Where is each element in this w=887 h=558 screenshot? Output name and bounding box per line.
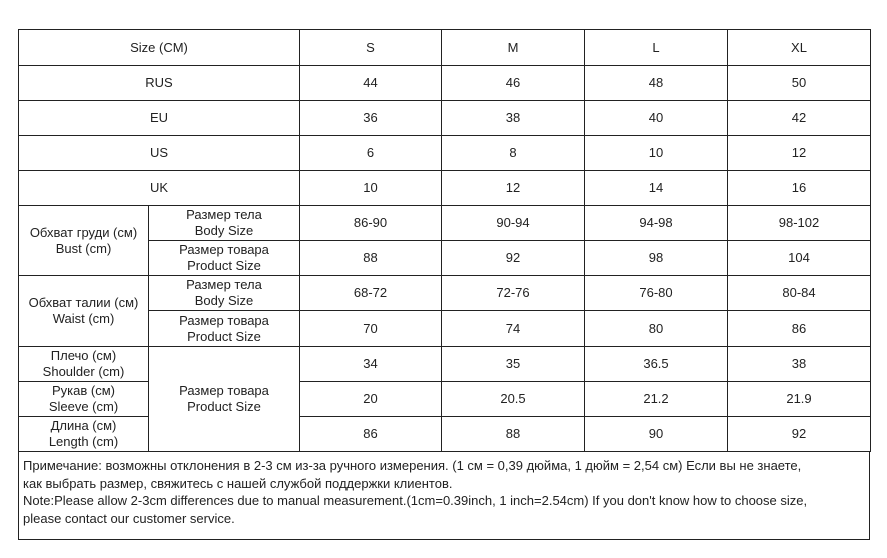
table-cell: 88 <box>300 241 442 276</box>
bust-label <box>19 206 149 276</box>
table-cell: 42 <box>728 101 871 136</box>
table-cell: 48 <box>585 66 728 101</box>
table-cell: 90 <box>585 417 728 452</box>
table-cell: 80-84 <box>728 276 871 311</box>
body-size-label-en: Body Size <box>194 223 254 238</box>
table-cell: 10 <box>300 171 442 206</box>
note-ru-line-2: как выбрать размер, свяжитесь с нашей службой поддержки клиентов. <box>23 475 453 491</box>
size-header-xl: XL <box>728 30 871 66</box>
note-en-line-1: Note:Please allow 2-3cm differences due to manual measurement.(1cm=0.39inch, 1 inch=2.54cm) If you don't know how to choose size, <box>23 493 808 508</box>
table-cell: 92 <box>442 241 585 276</box>
table-cell: 14 <box>585 171 728 206</box>
row-label: US <box>19 136 300 171</box>
sleeve-label <box>19 382 149 417</box>
waist-label-ru: Обхват талии (см) <box>28 295 139 310</box>
product-size-label <box>149 311 300 347</box>
row-label: EU <box>19 101 300 136</box>
table-row-sleeve <box>19 382 871 417</box>
body-size-label-ru: Размер тела <box>186 277 262 292</box>
table-cell: 38 <box>442 101 585 136</box>
length-label <box>19 417 149 452</box>
table-cell: 20.5 <box>442 382 585 417</box>
table-cell: 104 <box>728 241 871 276</box>
product-size-label <box>149 241 300 276</box>
size-chart-table <box>18 29 871 452</box>
table-row-rus <box>19 66 871 101</box>
sleeve-label-ru: Рукав (см) <box>52 383 115 398</box>
bust-label-en: Bust (cm) <box>55 240 112 256</box>
product-size-label-ru: Размер товара <box>179 242 269 257</box>
size-header-s: S <box>300 30 442 66</box>
table-cell: 98-102 <box>728 206 871 241</box>
product-size-label-en: Product Size <box>187 399 261 414</box>
table-cell: 94-98 <box>585 206 728 241</box>
table-cell: 50 <box>728 66 871 101</box>
waist-label-en: Waist (cm) <box>52 311 115 326</box>
table-cell: 12 <box>728 136 871 171</box>
table-cell: 6 <box>300 136 442 171</box>
sleeve-label-en: Sleeve (cm) <box>48 399 119 414</box>
table-cell: 92 <box>728 417 871 452</box>
table-row-bust-body <box>19 206 871 241</box>
table-row-us <box>19 136 871 171</box>
product-size-label <box>149 347 300 452</box>
body-size-label-ru: Размер тела <box>186 207 262 222</box>
size-header-l: L <box>585 30 728 66</box>
table-cell: 44 <box>300 66 442 101</box>
table-cell: 86 <box>728 311 871 347</box>
shoulder-label <box>19 347 149 382</box>
table-cell: 70 <box>300 311 442 347</box>
table-cell: 21.9 <box>728 382 871 417</box>
measurement-note <box>18 451 870 540</box>
product-size-label-ru: Размер товара <box>179 312 269 328</box>
shoulder-label-en: Shoulder (cm) <box>42 364 125 379</box>
size-header-label: Size (CM) <box>19 30 300 66</box>
table-cell: 20 <box>300 382 442 417</box>
table-cell: 34 <box>300 347 442 382</box>
table-cell: 86 <box>300 417 442 452</box>
table-cell: 68-72 <box>300 276 442 311</box>
body-size-label-en: Body Size <box>194 293 254 308</box>
table-cell: 40 <box>585 101 728 136</box>
table-cell: 16 <box>728 171 871 206</box>
product-size-label-en: Product Size <box>187 328 261 344</box>
row-label: RUS <box>19 66 300 101</box>
product-size-label-en: Product Size <box>187 258 261 273</box>
table-row-eu <box>19 101 871 136</box>
table-cell: 98 <box>585 241 728 276</box>
table-cell: 38 <box>728 347 871 382</box>
table-row-waist-body <box>19 276 871 311</box>
row-label: UK <box>19 171 300 206</box>
table-cell: 36.5 <box>585 347 728 382</box>
table-cell: 35 <box>442 347 585 382</box>
note-en-line-2: please contact our customer service. <box>23 510 235 526</box>
shoulder-label-ru: Плечо (см) <box>50 348 117 363</box>
table-row-length <box>19 417 871 452</box>
product-size-label-ru: Размер товара <box>179 383 269 398</box>
table-cell: 46 <box>442 66 585 101</box>
table-cell: 12 <box>442 171 585 206</box>
table-cell: 74 <box>442 311 585 347</box>
length-label-en: Length (cm) <box>48 434 119 449</box>
table-cell: 72-76 <box>442 276 585 311</box>
body-size-label <box>149 276 300 311</box>
header-row <box>19 30 871 66</box>
table-cell: 80 <box>585 311 728 347</box>
table-cell: 8 <box>442 136 585 171</box>
waist-label <box>19 276 149 347</box>
bust-label-ru: Обхват груди (см) <box>29 224 138 240</box>
table-row-uk <box>19 171 871 206</box>
table-cell: 86-90 <box>300 206 442 241</box>
table-cell: 10 <box>585 136 728 171</box>
table-cell: 90-94 <box>442 206 585 241</box>
table-row-shoulder <box>19 347 871 382</box>
table-cell: 36 <box>300 101 442 136</box>
size-header-m: M <box>442 30 585 66</box>
length-label-ru: Длина (см) <box>50 418 117 433</box>
table-cell: 76-80 <box>585 276 728 311</box>
body-size-label <box>149 206 300 241</box>
table-cell: 21.2 <box>585 382 728 417</box>
table-cell: 88 <box>442 417 585 452</box>
note-ru-line-1: Примечание: возможны отклонения в 2-3 см из-за ручного измерения. (1 см = 0,39 дюйма, 1 дюйм = 2,54 см) Если вы не знаете, <box>23 458 802 473</box>
